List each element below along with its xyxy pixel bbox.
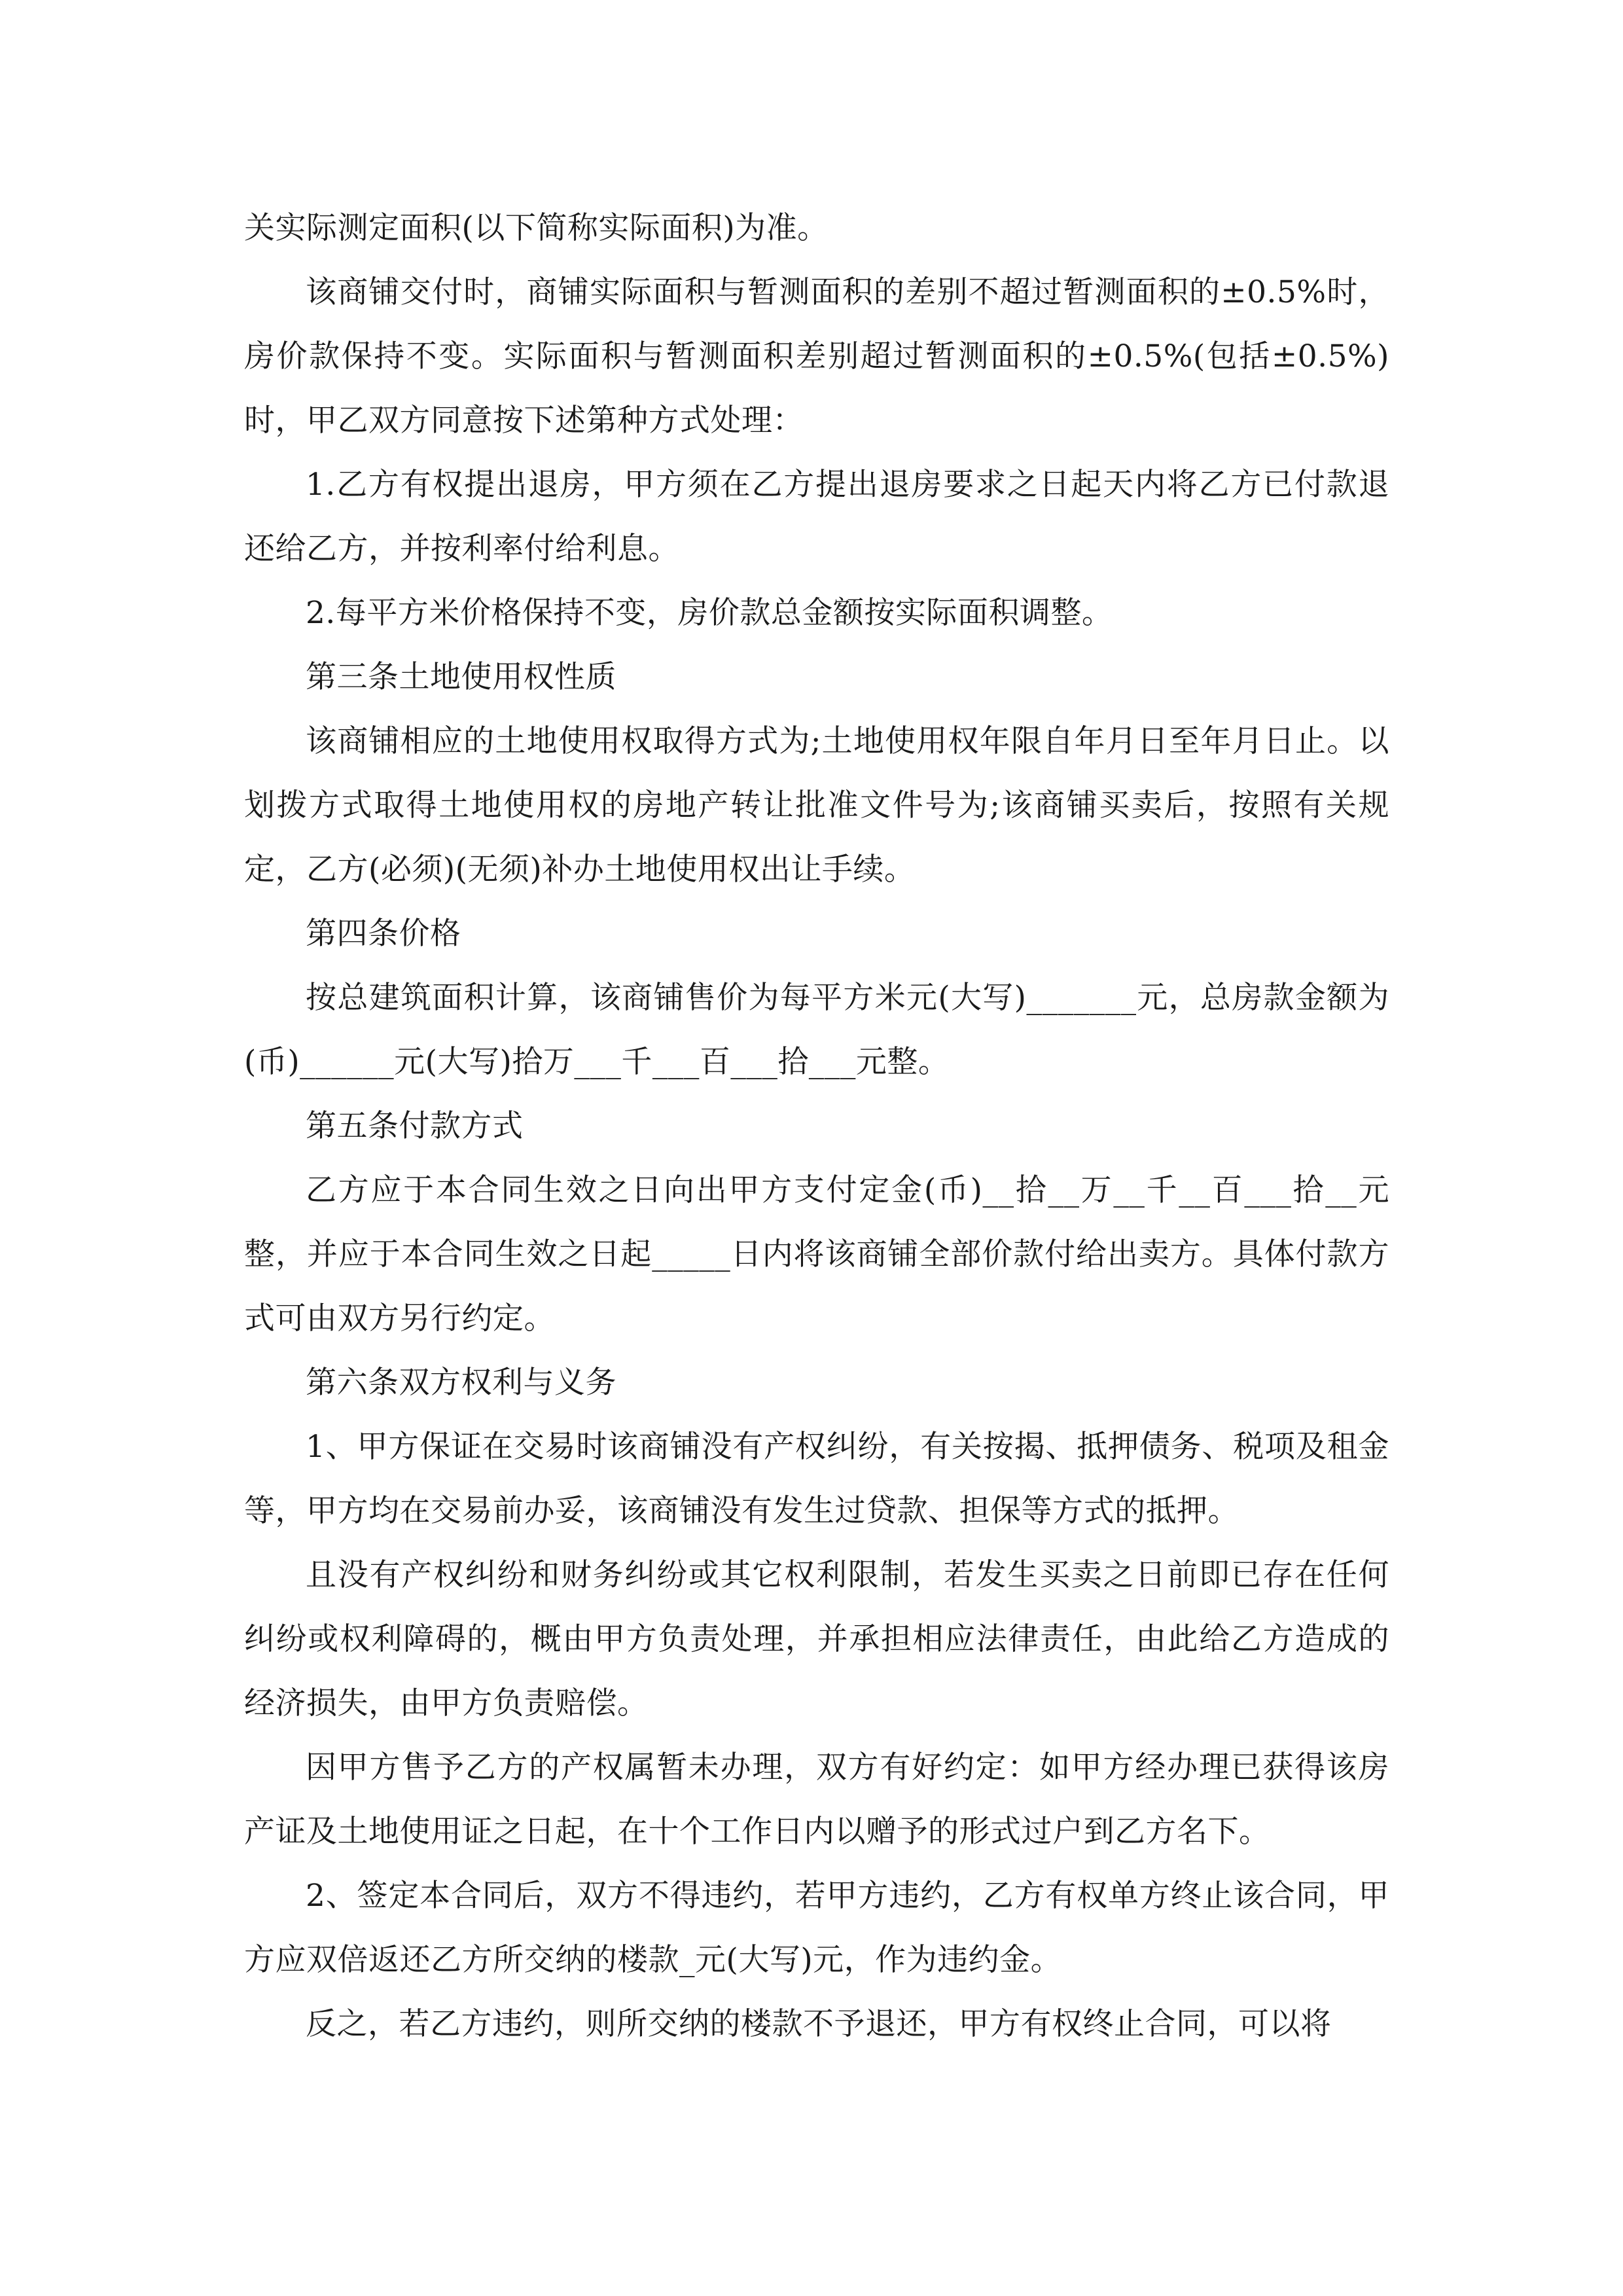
- paragraph-2: 该商铺交付时，商铺实际面积与暂测面积的差别不超过暂测面积的±0.5%时，房价款保持不变。实际面积与暂测面积差别超过暂测面积的±0.5%(包括±0.5%)时，甲乙双方同意按下述第种方式处理：: [244, 274, 1389, 439]
- paragraph-13: 且没有产权纠纷和财务纠纷或其它权利限制，若发生买卖之日前即已存在任何纠纷或权利障碍的，概由甲方负责处理，并承担相应法律责任，由此给乙方造成的经济损失，由甲方负责赔偿。: [244, 1557, 1389, 1721]
- paragraph-1: 关实际测定面积(以下简称实际面积)为准。: [244, 210, 829, 246]
- paragraph-3: 1.乙方有权提出退房，甲方须在乙方提出退房要求之日起天内将乙方已付款退还给乙方，并按利率付给利息。: [244, 467, 1389, 567]
- section-heading-rights: 第六条双方权利与义务: [306, 1365, 616, 1401]
- paragraph-10: 乙方应于本合同生效之日向出甲方支付定金(币)__拾__万__千__百___拾__元整，并应于本合同生效之日起_____日内将该商铺全部价款付给出卖方。具体付款方式可由双方另行约定。: [244, 1172, 1389, 1336]
- paragraph-4: 2.每平方米价格保持不变，房价款总金额按实际面积调整。: [306, 595, 1113, 631]
- section-heading-price: 第四条价格: [306, 916, 461, 952]
- document-body: [244, 196, 1389, 2056]
- paragraph-6: 该商铺相应的土地使用权取得方式为;土地使用权年限自年月日至年月日止。以划拨方式取得土地使用权的房地产转让批准文件号为;该商铺买卖后，按照有关规定，乙方(必须)(无须)补办土地使用权出让手续。: [244, 723, 1389, 888]
- paragraph-14: 因甲方售予乙方的产权属暂未办理，双方有好约定：如甲方经办理已获得该房产证及土地使用证之日起，在十个工作日内以赠予的形式过户到乙方名下。: [244, 1749, 1389, 1850]
- paragraph-12: 1、甲方保证在交易时该商铺没有产权纠纷，有关按揭、抵押债务、税项及租金等，甲方均在交易前办妥，该商铺没有发生过贷款、担保等方式的抵押。: [244, 1429, 1389, 1529]
- paragraph-15: 2、签定本合同后，双方不得违约，若甲方违约，乙方有权单方终止该合同，甲方应双倍返还乙方所交纳的楼款_元(大写)元，作为违约金。: [244, 1878, 1389, 1978]
- paragraph-16: 反之，若乙方违约，则所交纳的楼款不予退还，甲方有权终止合同，可以将: [306, 2006, 1332, 2042]
- paragraph-8: 按总建筑面积计算，该商铺售价为每平方米元(大写)_______元，总房款金额为(币)______元(大写)拾万___千___百___拾___元整。: [244, 980, 1389, 1080]
- section-heading-payment: 第五条付款方式: [306, 1108, 524, 1144]
- section-heading-land-use: 第三条土地使用权性质: [306, 659, 616, 695]
